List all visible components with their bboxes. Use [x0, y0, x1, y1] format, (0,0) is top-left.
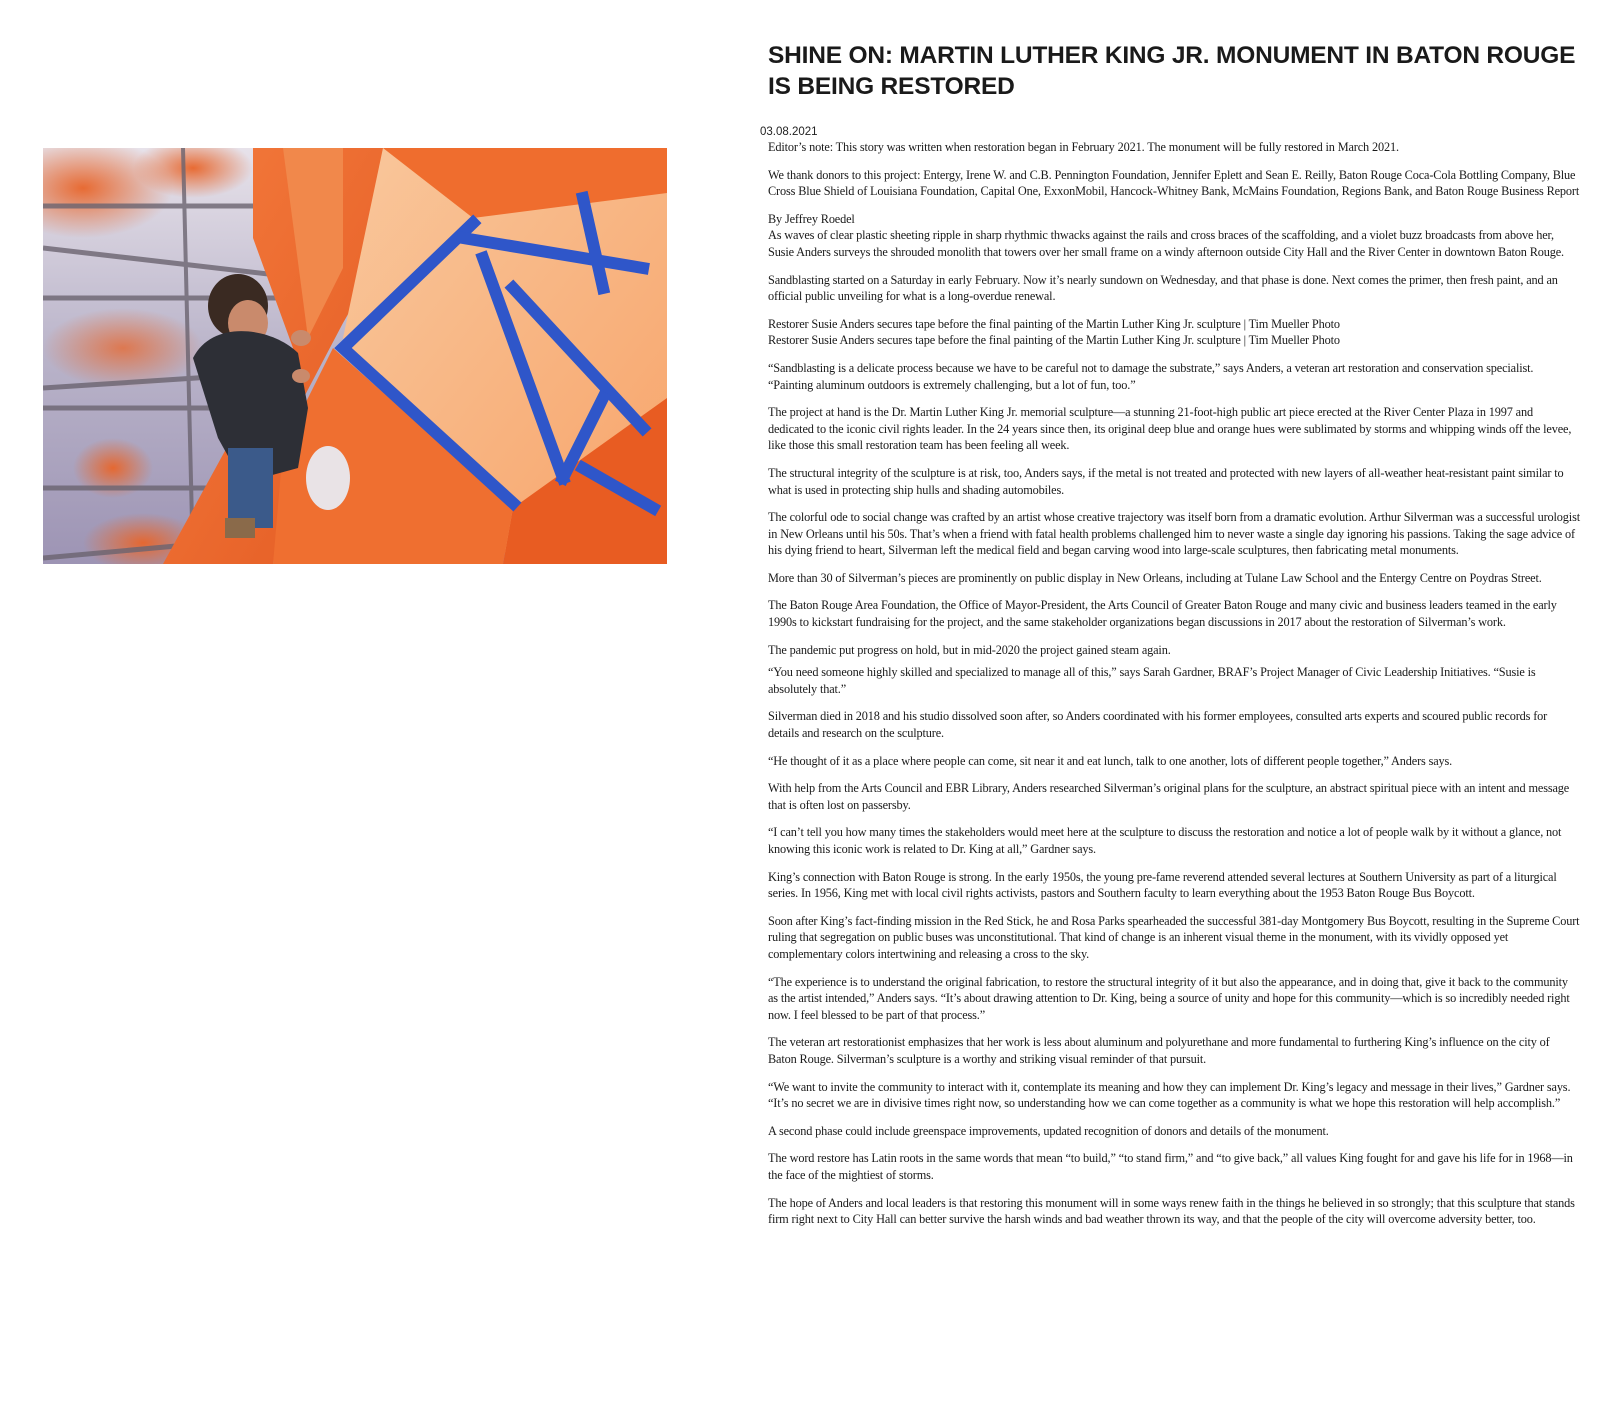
photo-caption: Restorer Susie Anders secures tape before the final painting of the Martin Luther King Jr. sculpture | Tim Mueller Photo: [768, 333, 1340, 348]
paragraph: Sandblasting started on a Saturday in early February. Now it’s nearly sundown on Wednesday, and that phase is done. Next comes the primer, then fresh paint, and an official public unveiling for what is a long-overdue renewal.: [768, 272, 1558, 304]
paragraph: The Baton Rouge Area Foundation, the Office of Mayor-President, the Arts Council of Greater Baton Rouge and many civic and business leaders teamed in the early 1990s to kickstart fundraising for the project, and the same stakeholder organizations began discussions in 2017 about the restoration of Silverman’s work.: [768, 598, 1557, 630]
paragraph: The veteran art restorationist emphasizes that her work is less about aluminum and polyurethane and more fundamental to furthering King’s influence on the city of Baton Rouge. Silverman’s sculpture is a worthy and striking visual reminder of that pursuit.: [768, 1035, 1550, 1066]
paragraph: “Sandblasting is a delicate process because we have to be careful not to damage the substrate,” says Anders, a veteran art restoration and conservation specialist. “Painting aluminum outdoors is extremely challenging, but a lot of fun, too.”: [768, 360, 1534, 392]
paragraph: The project at hand is the Dr. Martin Luther King Jr. memorial sculpture—a stunning 21-foot-high public art piece erected at the River Center Plaza in 1997 and dedicated to the iconic civil rights leader. In the 24 years since then, its original deep blue and orange hues were sublimated by storms and whipping winds off the levee, like those this small restoration team has been feeling all week.: [768, 405, 1572, 453]
editor-note: Editor’s note: This story was written when restoration began in February 2021. The monument will be fully restored in March 2021.: [768, 140, 1399, 154]
byline: By Jeffrey Roedel: [768, 211, 855, 226]
paragraph: A second phase could include greenspace improvements, updated recognition of donors and details of the monument.: [768, 1123, 1329, 1138]
restoration-photo-illustration: [43, 148, 667, 564]
paragraph: With help from the Arts Council and EBR Library, Anders researched Silverman’s original plans for the sculpture, an abstract spiritual piece with an intent and message that is often lost on passersby.: [768, 781, 1570, 812]
paragraph: Silverman died in 2018 and his studio dissolved soon after, so Anders coordinated with his former employees, consulted arts experts and scoured public records for details and research on the sculpture.: [768, 709, 1548, 741]
paragraph: As waves of clear plastic sheeting ripple in sharp rhythmic thwacks against the rails and cross braces of the scaffolding, and a violet buzz broadcasts from above her, Susie Anders surveys the shrouded monolith that towers over her small frame on a windy afternoon outside City Hall and the River Center in downtown Baton Rouge.: [768, 228, 1564, 259]
paragraph: “The experience is to understand the original fabrication, to restore the structural integrity of it but also the appearance, and in doing that, give it back to the community as the artist intended,” Anders says. “It’s about drawing attention to Dr. King, being a source of unity and hope for this community—which is so incredibly needed right now. I feel blessed to be part of that process.”: [768, 974, 1570, 1022]
paragraph: The pandemic put progress on hold, but in mid-2020 the project gained steam again.: [768, 642, 1171, 657]
article-title: SHINE ON: MARTIN LUTHER KING JR. MONUMENT IN BATON ROUGE IS BEING RESTORED: [768, 42, 1576, 100]
paragraph: More than 30 of Silverman’s pieces are prominently on public display in New Orleans, including at Tulane Law School and the Entergy Centre on Poydras Street.: [768, 570, 1542, 585]
donor-acknowledgement: We thank donors to this project: Entergy, Irene W. and C.B. Pennington Foundation, Jennifer Eplett and Sean E. Reilly, Baton Rouge Coca-Cola Bottling Company, Blue Cross Blue Shield of Louisiana Foundation, Capital One, ExxonMobil, Hancock-Whitney Bank, McMains Foundation, Regions Bank, and Baton Rouge Business Report: [768, 167, 1580, 199]
article-date: 03.08.2021: [760, 126, 818, 138]
article-body: [768, 139, 1580, 1228]
photo-caption: Restorer Susie Anders secures tape before the final painting of the Martin Luther King Jr. sculpture | Tim Mueller Photo: [768, 316, 1340, 331]
paragraph: The colorful ode to social change was crafted by an artist whose creative trajectory was itself born from a dramatic evolution. Arthur Silverman was a successful urologist in New Orleans until his 50s. That’s when a friend with fatal health problems challenged him to never waste a single day ignoring his passions. Taking the sage advice of his dying friend to heart, Silverman left the medical field and began carving wood into large-scale sculptures, then fabricating metal monuments.: [768, 510, 1580, 558]
paragraph: King’s connection with Baton Rouge is strong. In the early 1950s, the young pre-fame reverend attended several lectures at Southern University as part of a liturgical series. In 1956, King met with local civil rights activists, pastors and Southern faculty to learn everything about the 1953 Baton Rouge Bus Boycott.: [768, 869, 1557, 901]
paragraph: “You need someone highly skilled and specialized to manage all of this,” says Sarah Gardner, BRAF’s Project Manager of Civic Leadership Initiatives. “Susie is absolutely that.”: [768, 665, 1536, 696]
paragraph: Soon after King’s fact-finding mission in the Red Stick, he and Rosa Parks spearheaded the successful 381-day Montgomery Bus Boycott, resulting in the Supreme Court ruling that segregation on public buses was unconstitutional. That kind of change is an inherent visual theme in the monument, with its vividly opposed yet complementary colors intertwining and releasing a cross to the sky.: [768, 913, 1580, 961]
paragraph: “I can’t tell you how many times the stakeholders would meet here at the sculpture to discuss the restoration and notice a lot of people walk by it without a glance, not knowing this iconic work is related to Dr. King at all,” Gardner says.: [768, 825, 1562, 856]
paragraph: The structural integrity of the sculpture is at risk, too, Anders says, if the metal is not treated and protected with new layers of all-weather heat-resistant paint similar to what is used in protecting ship hulls and shading automobiles.: [768, 465, 1564, 497]
paragraph: The hope of Anders and local leaders is that restoring this monument will in some ways renew faith in the things he believed in so strongly; that this sculpture that stands firm right next to City Hall can better survive the harsh winds and bad weather thrown its way, and that the people of the city will overcome adversity better, too.: [768, 1195, 1575, 1227]
paragraph: The word restore has Latin roots in the same words that mean “to build,” “to stand firm,” and “to give back,” all values King fought for and gave his life for in 1968—in the face of the mightiest of storms.: [768, 1151, 1573, 1182]
paragraph: “He thought of it as a place where people can come, sit near it and eat lunch, talk to one another, lots of different people together,” Anders says.: [768, 753, 1453, 768]
paragraph: “We want to invite the community to interact with it, contemplate its meaning and how they can implement Dr. King’s legacy and message in their lives,” Gardner says. “It’s no secret we are in divisive times right now, so understanding how we can come together as a community is what we hope this restoration will help accomplish.”: [768, 1079, 1571, 1111]
article: [760, 40, 1580, 1239]
article-photo: [43, 148, 667, 564]
